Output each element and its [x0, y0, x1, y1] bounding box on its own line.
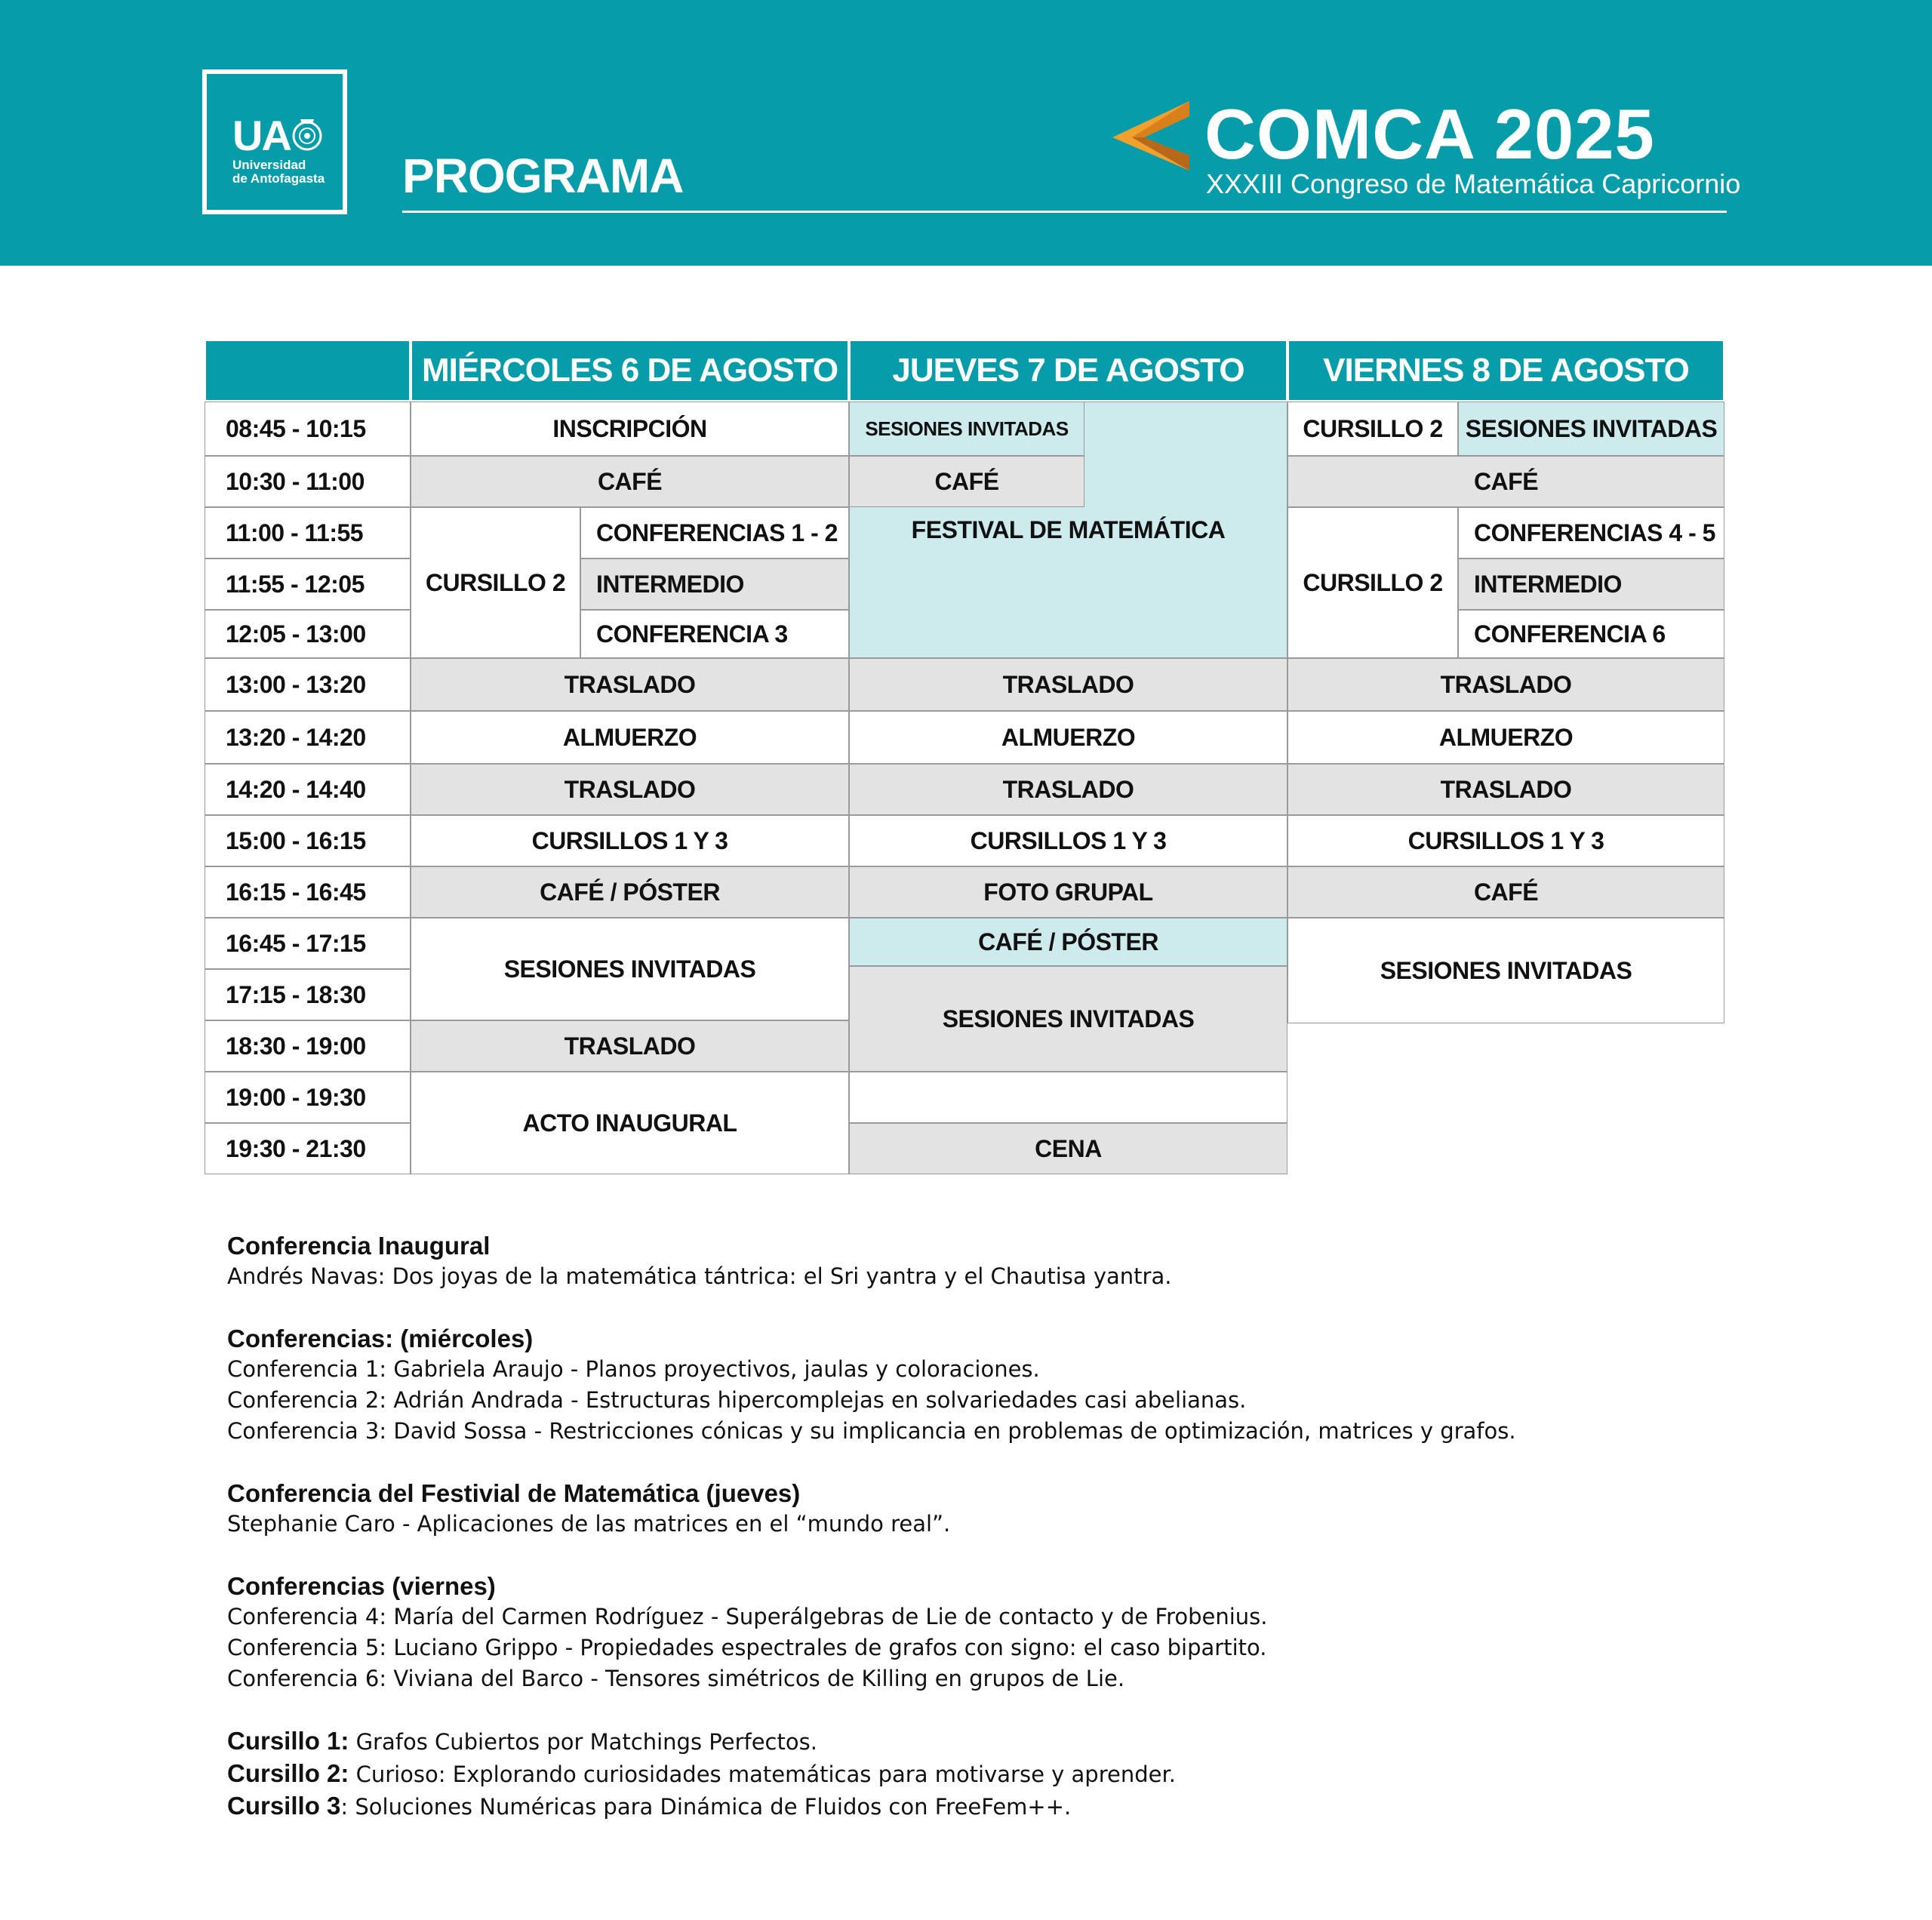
time-slot: 16:15 - 16:45 [205, 866, 411, 918]
day-header-thursday: JUEVES 7 DE AGOSTO [849, 340, 1287, 402]
header-divider [402, 211, 1727, 213]
university-logo [202, 69, 347, 214]
fri-traslado: TRASLADO [1287, 764, 1724, 815]
thu-traslado: TRASLADO [849, 764, 1287, 815]
conference-line: Conferencia 1: Gabriela Araujo - Planos proyectivos, jaulas y coloraciones. [227, 1356, 1040, 1382]
schedule-table [205, 340, 1724, 1174]
logo-university-name [232, 158, 338, 186]
time-slot: 12:05 - 13:00 [205, 610, 411, 658]
wed-intermedio: INTERMEDIO [580, 558, 849, 610]
thu-cursillos-1-3: CURSILLOS 1 Y 3 [849, 815, 1287, 866]
time-slot: 13:20 - 14:20 [205, 711, 411, 764]
cursillo-label: Cursillo 1: [227, 1727, 349, 1755]
cursillo-text: Curioso: Explorando curiosidades matemáticas para motivarse y aprender. [349, 1762, 1176, 1787]
section-title: PROGRAMA [402, 149, 684, 203]
header-banner [0, 0, 1932, 266]
cursillo-line [227, 1758, 1812, 1790]
logo-name-line2: de Antofagasta [232, 171, 325, 186]
wed-traslado: TRASLADO [411, 1020, 849, 1072]
thu-almuerzo: ALMUERZO [849, 711, 1287, 764]
time-slot: 14:20 - 14:40 [205, 764, 411, 815]
wed-conferencias-1-2: CONFERENCIAS 1 - 2 [580, 507, 849, 558]
thu-traslado: TRASLADO [849, 658, 1287, 711]
cursillo-line [227, 1725, 1812, 1758]
day-header-friday: VIERNES 8 DE AGOSTO [1287, 340, 1724, 402]
time-slot: 08:45 - 10:15 [205, 402, 411, 456]
thu-cafe-poster: CAFÉ / PÓSTER [849, 918, 1287, 966]
logo-name-line1: Universidad [232, 158, 306, 172]
thu-empty-slot [849, 1072, 1287, 1123]
conference-line: Conferencia 5: Luciano Grippo - Propiedades espectrales de grafos con signo: el caso bipartito. [227, 1635, 1267, 1660]
conference-line: Conferencia 2: Adrián Andrada - Estructuras hipercomplejas en solvariedades casi abelianas. [227, 1387, 1247, 1413]
time-slot: 19:00 - 19:30 [205, 1072, 411, 1123]
fri-cursillos-1-3: CURSILLOS 1 Y 3 [1287, 815, 1724, 866]
cursillo-text: Grafos Cubiertos por Matchings Perfectos. [349, 1729, 817, 1755]
wed-conferences-heading: Conferencias: (miércoles) [227, 1325, 534, 1352]
wed-conferencia-3: CONFERENCIA 3 [580, 610, 849, 658]
wed-cursillos-1-3: CURSILLOS 1 Y 3 [411, 815, 849, 866]
fri-cursillo-2-am: CURSILLO 2 [1287, 402, 1458, 456]
wed-traslado: TRASLADO [411, 764, 849, 815]
fri-traslado: TRASLADO [1287, 658, 1724, 711]
event-subtitle: XXXIII Congreso de Matemática Capricornio [1206, 168, 1741, 199]
wed-cursillo-2: CURSILLO 2 [411, 507, 580, 658]
fri-cafe: CAFÉ [1287, 456, 1724, 507]
wed-inscripcion: INSCRIPCIÓN [411, 402, 849, 456]
wed-cafe: CAFÉ [411, 456, 849, 507]
inaugural-text: Andrés Navas: Dos joyas de la matemática tántrica: el Sri yantra y el Chautisa yantra. [227, 1263, 1172, 1289]
fri-sesiones-invitadas-pm: SESIONES INVITADAS [1287, 918, 1724, 1023]
fri-conferencia-6: CONFERENCIA 6 [1458, 610, 1724, 658]
conference-line: Conferencia 4: María del Carmen Rodríguez - Superálgebras de Lie de contacto y de Frobenius. [227, 1604, 1268, 1629]
time-slot: 11:00 - 11:55 [205, 507, 411, 558]
time-slot: 18:30 - 19:00 [205, 1020, 411, 1072]
fri-conferencias-4-5: CONFERENCIAS 4 - 5 [1458, 507, 1724, 558]
university-seal-icon [291, 115, 323, 154]
fri-cafe: CAFÉ [1287, 866, 1724, 918]
cursillo-line [227, 1790, 1812, 1823]
thu-sesiones-invitadas-am: SESIONES INVITADAS [849, 402, 1084, 456]
time-slot: 10:30 - 11:00 [205, 456, 411, 507]
conference-line: Conferencia 6: Viviana del Barco - Tensores simétricos de Killing en grupos de Lie. [227, 1666, 1125, 1691]
thu-foto-grupal: FOTO GRUPAL [849, 866, 1287, 918]
wed-sesiones-invitadas: SESIONES INVITADAS [411, 918, 849, 1020]
thu-sesiones-invitadas-pm: SESIONES INVITADAS [849, 966, 1287, 1072]
fri-cursillo-2: CURSILLO 2 [1287, 507, 1458, 658]
thu-festival: FESTIVAL DE MATEMÁTICA [849, 402, 1287, 658]
time-slot: 19:30 - 21:30 [205, 1123, 411, 1174]
time-slot: 11:55 - 12:05 [205, 558, 411, 610]
conference-notes [227, 1230, 1812, 1823]
thu-cena: CENA [849, 1123, 1287, 1174]
cursillo-label: Cursillo 2: [227, 1759, 349, 1787]
time-slot: 16:45 - 17:15 [205, 918, 411, 969]
thu-cafe: CAFÉ [849, 456, 1084, 507]
festival-text: Stephanie Caro - Aplicaciones de las matrices en el “mundo real”. [227, 1511, 951, 1537]
fri-intermedio: INTERMEDIO [1458, 558, 1724, 610]
table-header-blank [205, 340, 411, 402]
cursillo-label: Cursillo 3 [227, 1792, 341, 1820]
wed-cafe-poster: CAFÉ / PÓSTER [411, 866, 849, 918]
conference-line: Conferencia 3: David Sossa - Restricciones cónicas y su implicancia en problemas de optimización, matrices y grafos. [227, 1418, 1516, 1444]
cursillo-text: : Soluciones Numéricas para Dinámica de Fluidos con FreeFem++. [340, 1794, 1072, 1820]
wed-traslado: TRASLADO [411, 658, 849, 711]
logo-mark: UA [232, 112, 291, 159]
time-slot: 17:15 - 18:30 [205, 969, 411, 1020]
inaugural-heading: Conferencia Inaugural [227, 1232, 491, 1260]
time-slot: 15:00 - 16:15 [205, 815, 411, 866]
fri-conferences-heading: Conferencias (viernes) [227, 1572, 496, 1600]
event-title: COMCA 2025 [1204, 94, 1655, 174]
day-header-wednesday: MIÉRCOLES 6 DE AGOSTO [411, 340, 849, 402]
fri-sesiones-invitadas-am: SESIONES INVITADAS [1458, 402, 1724, 456]
wed-almuerzo: ALMUERZO [411, 711, 849, 764]
time-slot: 13:00 - 13:20 [205, 658, 411, 711]
comca-triangle-logo-icon [1109, 98, 1191, 174]
wed-acto-inaugural: ACTO INAUGURAL [411, 1072, 849, 1174]
festival-heading: Conferencia del Festivial de Matemática (jueves) [227, 1479, 801, 1507]
fri-almuerzo: ALMUERZO [1287, 711, 1724, 764]
